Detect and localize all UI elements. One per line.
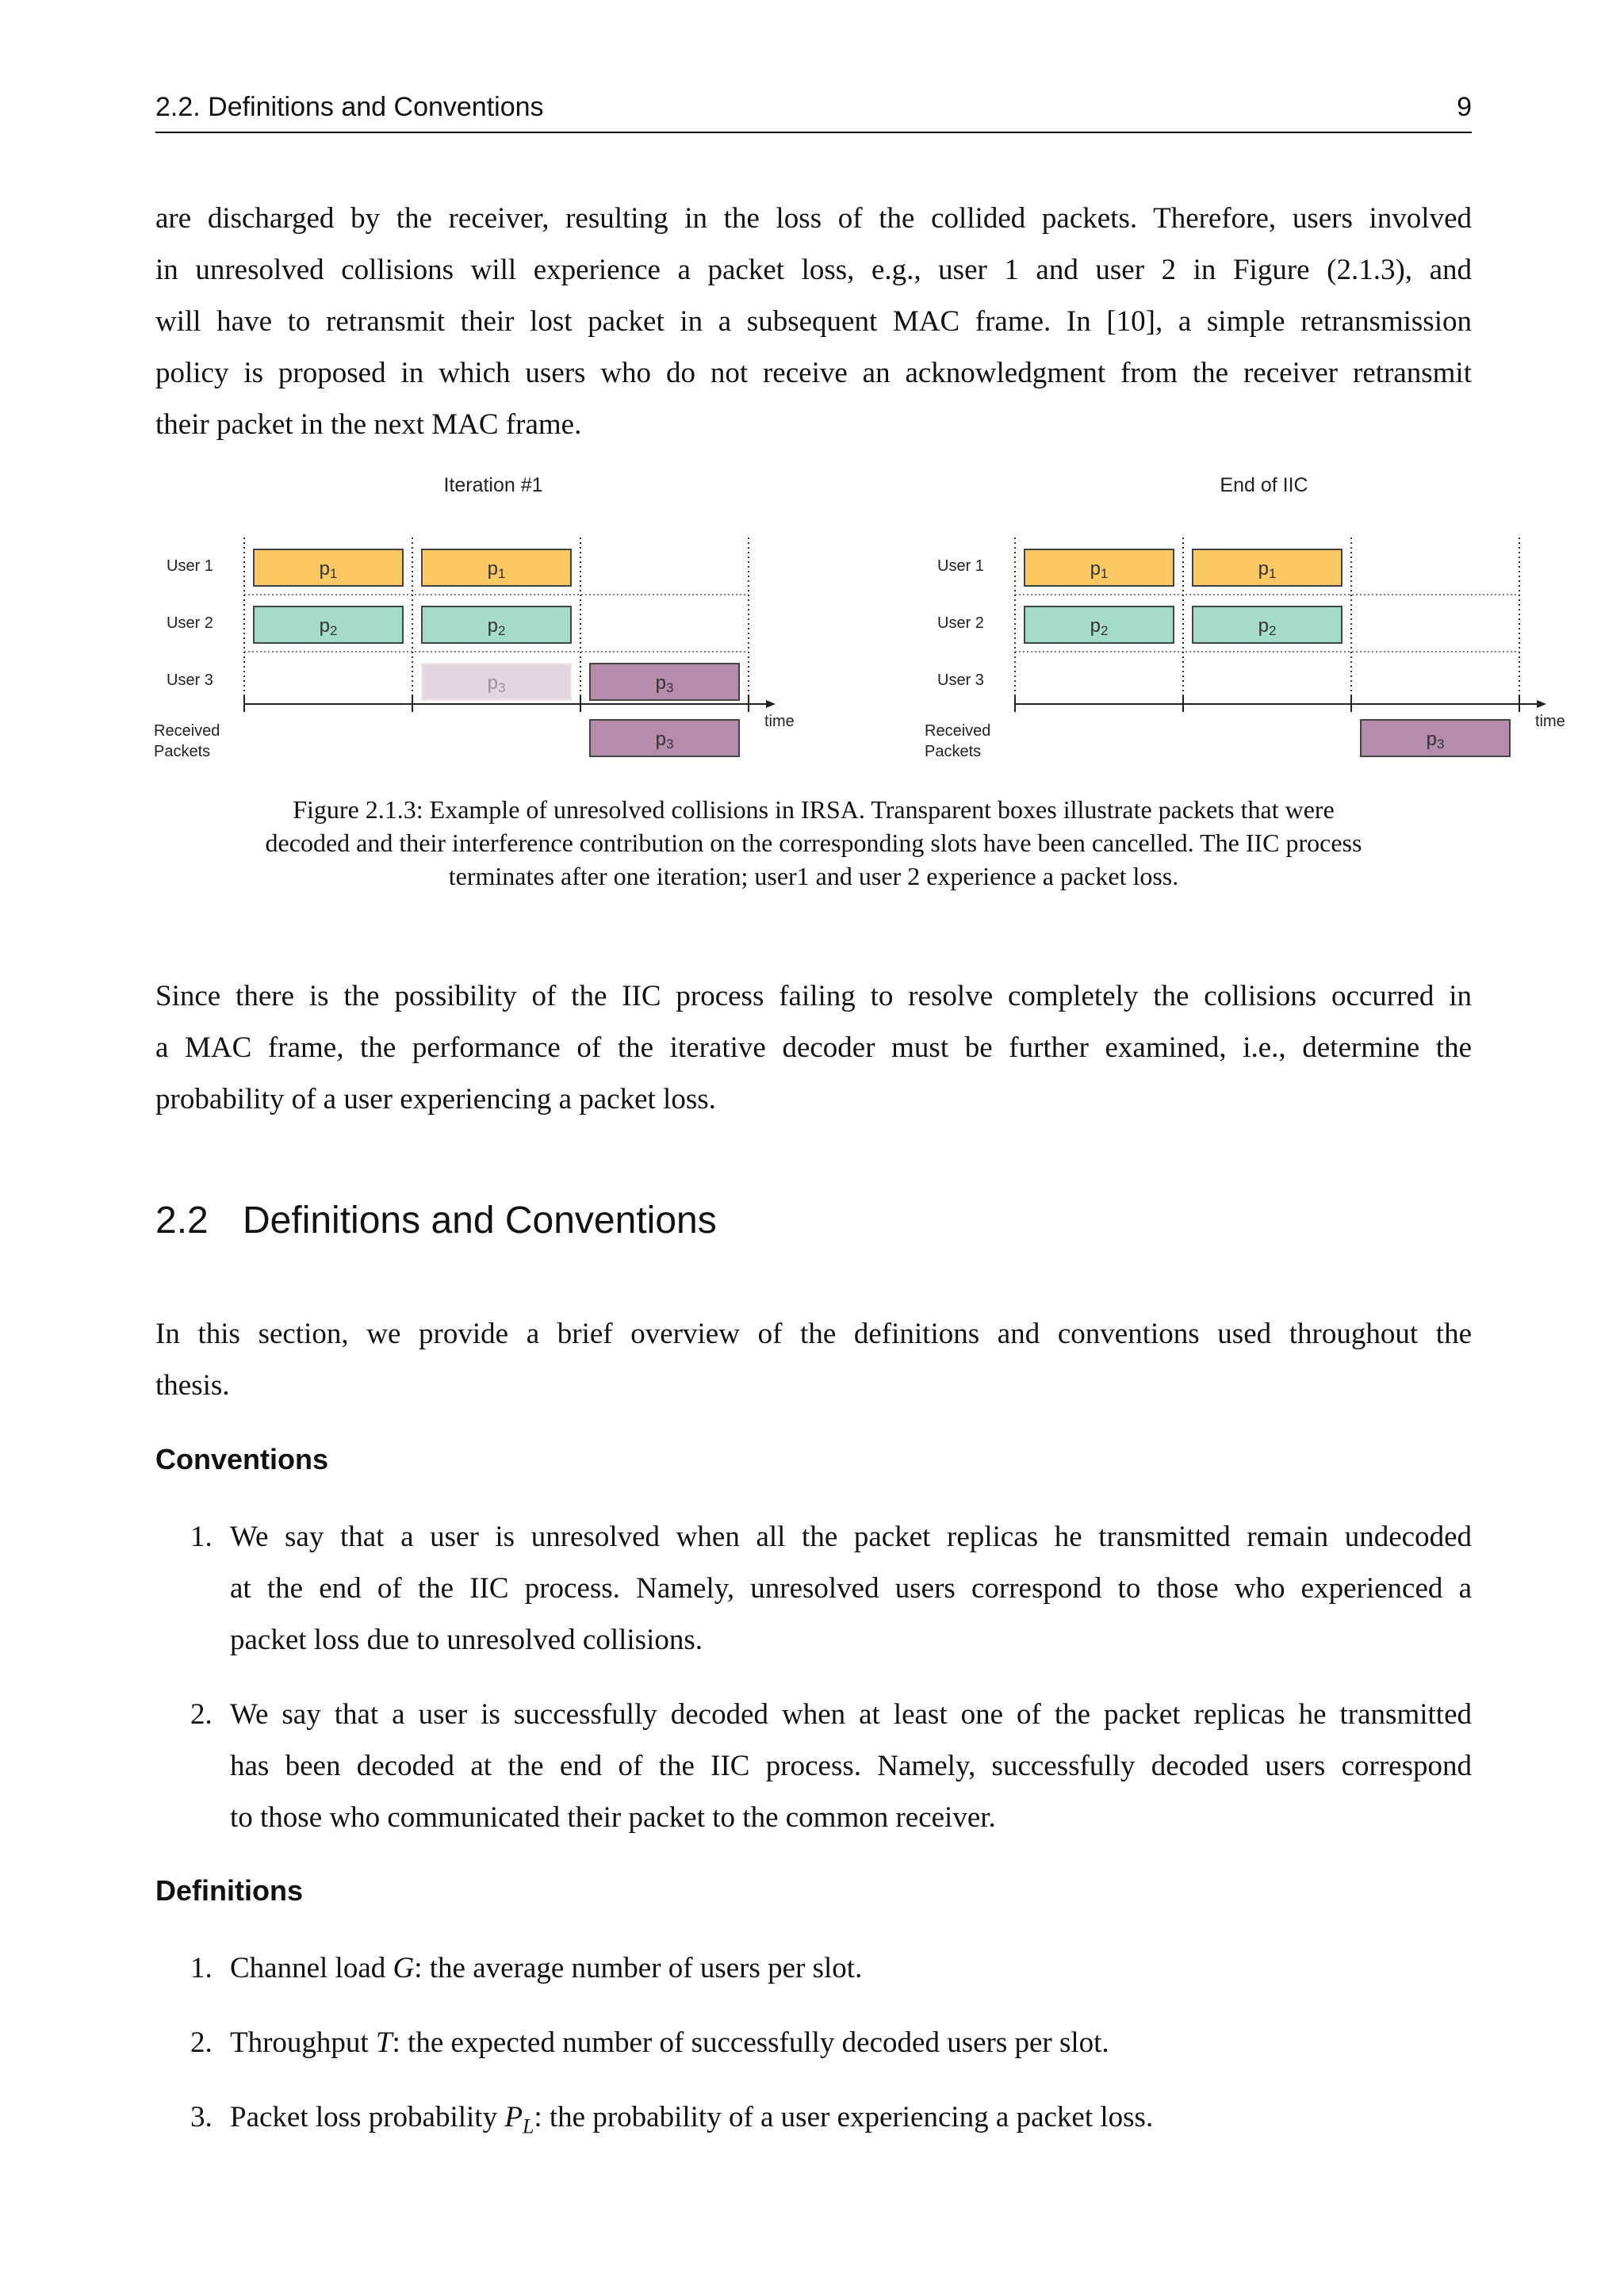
text-line: a MAC frame, the performance of the iterative decoder must be further examined, i.e., determine the: [155, 1031, 1472, 1064]
packet-label: p3: [1426, 729, 1445, 752]
section-intro-paragraph: [155, 1308, 1472, 1411]
section-heading: [155, 1199, 717, 1242]
received-packets-label: Received: [154, 722, 220, 740]
end-of-iic-panel: [925, 474, 1565, 760]
text-line: will have to retransmit their lost packet in a subsequent MAC frame. In [10], a simple retransmission: [155, 305, 1472, 338]
time-axis-arrow: [1537, 700, 1546, 708]
packet-label: p3: [655, 729, 674, 752]
definition-term: Channel load: [230, 1952, 393, 1984]
caption-line: terminates after one iteration; user1 and user 2 experience a packet loss.: [448, 862, 1179, 890]
figure-panel-title: Iteration #1: [443, 474, 543, 496]
math-symbol: P: [504, 2101, 523, 2133]
math-symbol: G: [393, 1952, 415, 1984]
row-label: User 1: [937, 557, 984, 575]
list-marker: 1.: [190, 1521, 213, 1553]
list-item: [155, 1511, 1472, 1666]
intro-paragraph: [155, 193, 1472, 450]
definition-text: : the probability of a user experiencing a packet loss.: [534, 2101, 1154, 2133]
packet-label: p1: [487, 558, 506, 581]
row-label: User 3: [167, 672, 213, 689]
packet-label: p3: [487, 672, 506, 695]
second-paragraph: [155, 970, 1472, 1125]
packet-label: p1: [1090, 558, 1109, 581]
definition-term: Packet loss probability: [230, 2101, 505, 2133]
text-line: probability of a user experiencing a packet loss.: [155, 1083, 716, 1115]
row-label: User 1: [167, 557, 213, 575]
text-line: in unresolved collisions will experience a packet loss, e.g., user 1 and user 2 in Figure (2.1.3), and: [155, 254, 1472, 286]
text-line: policy is proposed in which users who do not receive an acknowledgment from the receiver retransmit: [155, 357, 1472, 389]
list-marker: 3.: [190, 2101, 213, 2133]
time-axis-arrow: [766, 700, 776, 708]
row-label: User 2: [937, 614, 984, 632]
text-line: are discharged by the receiver, resulting in the loss of the collided packets. Therefore, users involved: [155, 202, 1472, 235]
text-line: to those who communicated their packet to the common receiver.: [230, 1801, 996, 1834]
packet-label: p2: [487, 615, 506, 638]
caption-line: Figure 2.1.3: Example of unresolved collisions in IRSA. Transparent boxes illustrate packets that were: [293, 795, 1335, 824]
row-label: User 2: [167, 614, 213, 632]
definitions-heading: Definitions: [155, 1874, 303, 1907]
text-line: We say that a user is successfully decoded when at least one of the packet replicas he transmitted: [230, 1698, 1472, 1731]
axis-label: time: [1535, 713, 1565, 730]
list-marker: 2.: [190, 1698, 213, 1731]
row-label: User 3: [937, 672, 984, 689]
text-line: packet loss due to unresolved collisions.: [230, 1624, 703, 1656]
iteration-1-panel: [154, 474, 795, 760]
received-packets-label: Packets: [925, 743, 982, 760]
definition-term: Throughput: [230, 2026, 376, 2059]
running-header: [155, 92, 1472, 133]
packet-label: p2: [1258, 615, 1277, 638]
section-title: Definitions and Conventions: [243, 1200, 717, 1242]
list-item: [155, 2091, 1472, 2152]
section-number: 2.2: [155, 1200, 209, 1242]
collision-diagram: [143, 468, 1570, 785]
list-item: [155, 2017, 1472, 2068]
conventions-heading: Conventions: [155, 1443, 329, 1475]
packet-label: p2: [1090, 615, 1109, 638]
packet-label: p2: [319, 615, 338, 638]
received-packets-label: Packets: [154, 743, 211, 760]
caption-line: decoded and their interference contribution on the corresponding slots have been cancelled. The IIC process: [265, 828, 1362, 857]
text-line: their packet in the next MAC frame.: [155, 408, 582, 441]
math-subscript: L: [522, 2114, 534, 2138]
definitions-list: [155, 1942, 1472, 2152]
text-line: at the end of the IIC process. Namely, unresolved users correspond to those who experienced a: [230, 1572, 1472, 1605]
received-packets-label: Received: [925, 722, 991, 740]
header-section-title: 2.2. Definitions and Conventions: [155, 92, 544, 122]
text-line: Since there is the possibility of the IIC process failing to resolve completely the collisions occurred in: [155, 980, 1472, 1012]
figure-panel-title: End of IIC: [1220, 474, 1308, 496]
definition-text: : the average number of users per slot.: [414, 1952, 863, 1984]
packet-label: p1: [1258, 558, 1277, 581]
conventions-list: [155, 1511, 1472, 1843]
figure-caption: [155, 793, 1472, 893]
list-item: [155, 1689, 1472, 1843]
text-line: thesis.: [155, 1369, 230, 1402]
list-item: [155, 1942, 1472, 1994]
list-marker: 2.: [190, 2026, 213, 2059]
packet-label: p3: [655, 672, 674, 695]
figure-iic-diagram: [143, 468, 1570, 785]
definition-text: : the expected number of successfully decoded users per slot.: [392, 2026, 1109, 2059]
math-symbol: T: [375, 2026, 393, 2059]
page-number: 9: [1457, 92, 1472, 122]
packet-label: p1: [319, 558, 338, 581]
list-marker: 1.: [190, 1952, 213, 1984]
text-line: has been decoded at the end of the IIC process. Namely, successfully decoded users correspond: [230, 1750, 1472, 1782]
axis-label: time: [764, 713, 795, 730]
text-line: We say that a user is unresolved when all the packet replicas he transmitted remain undecoded: [230, 1521, 1472, 1553]
text-line: In this section, we provide a brief overview of the definitions and conventions used throughout the: [155, 1318, 1472, 1350]
